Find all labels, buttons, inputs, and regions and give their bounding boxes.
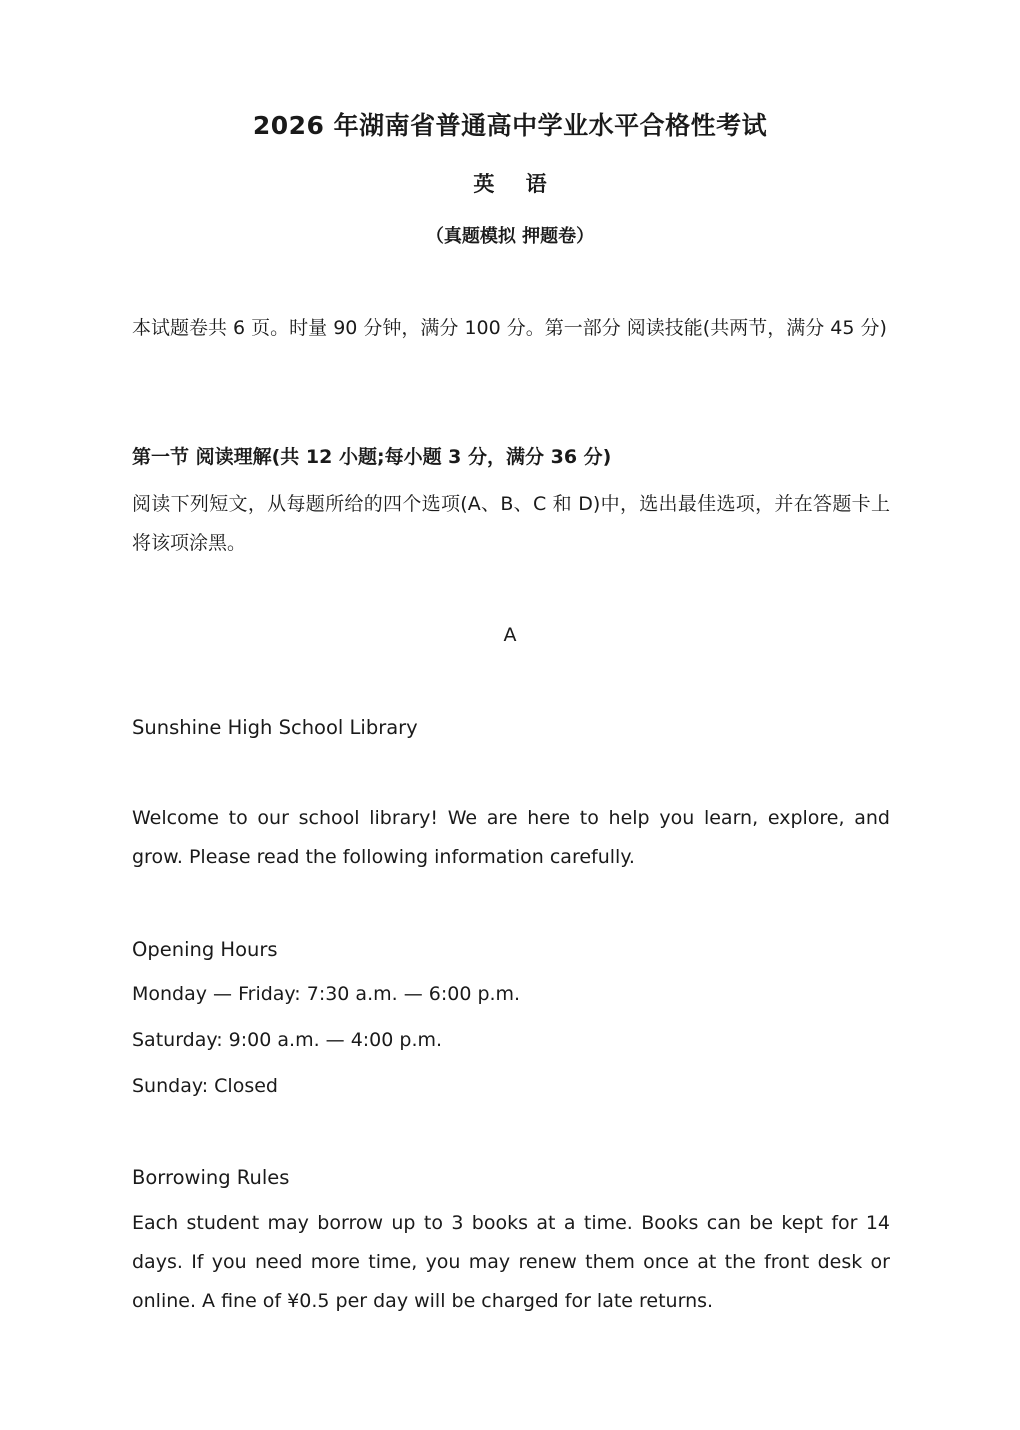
passage-label: A bbox=[503, 624, 517, 646]
opening-hours-heading: Opening Hours bbox=[132, 938, 278, 961]
section-directions: 阅读下列短文，从每题所给的四个选项(A、B、C 和 D)中，选出最佳选项，并在答题卡上将该项涂黑。 bbox=[132, 493, 890, 554]
borrowing-rules-paragraph: Each student may borrow up to 3 books at a time. Books can be kept for 14 days. If you need more time, you may renew them once at the front desk or online. A fine of ¥0.5 per day will be charged for late returns. bbox=[132, 1212, 890, 1312]
borrowing-rules-heading: Borrowing Rules bbox=[132, 1166, 290, 1189]
welcome-paragraph: Welcome to our school library! We are here to help you learn, explore, and grow. Please read the following information carefully. bbox=[132, 807, 890, 868]
exam-title: 2026 年湖南省普通高中学业水平合格性考试 bbox=[252, 111, 768, 140]
passage-title: Sunshine High School Library bbox=[132, 716, 418, 739]
exam-tagline: （真题模拟 押题卷） bbox=[425, 226, 595, 247]
hours-weekday: Monday — Friday: 7:30 a.m. — 6:00 p.m. bbox=[132, 983, 521, 1005]
hours-saturday: Saturday: 9:00 a.m. — 4:00 p.m. bbox=[132, 1029, 443, 1051]
hours-sunday: Sunday: Closed bbox=[132, 1075, 278, 1097]
exam-instructions: 本试题卷共 6 页。时量 90 分钟，满分 100 分。第一部分 阅读技能(共两节，满分 45 分) bbox=[132, 317, 887, 339]
subject-title: 英 语 bbox=[473, 172, 559, 196]
section-heading: 第一节 阅读理解(共 12 小题;每小题 3 分，满分 36 分) bbox=[132, 446, 612, 468]
